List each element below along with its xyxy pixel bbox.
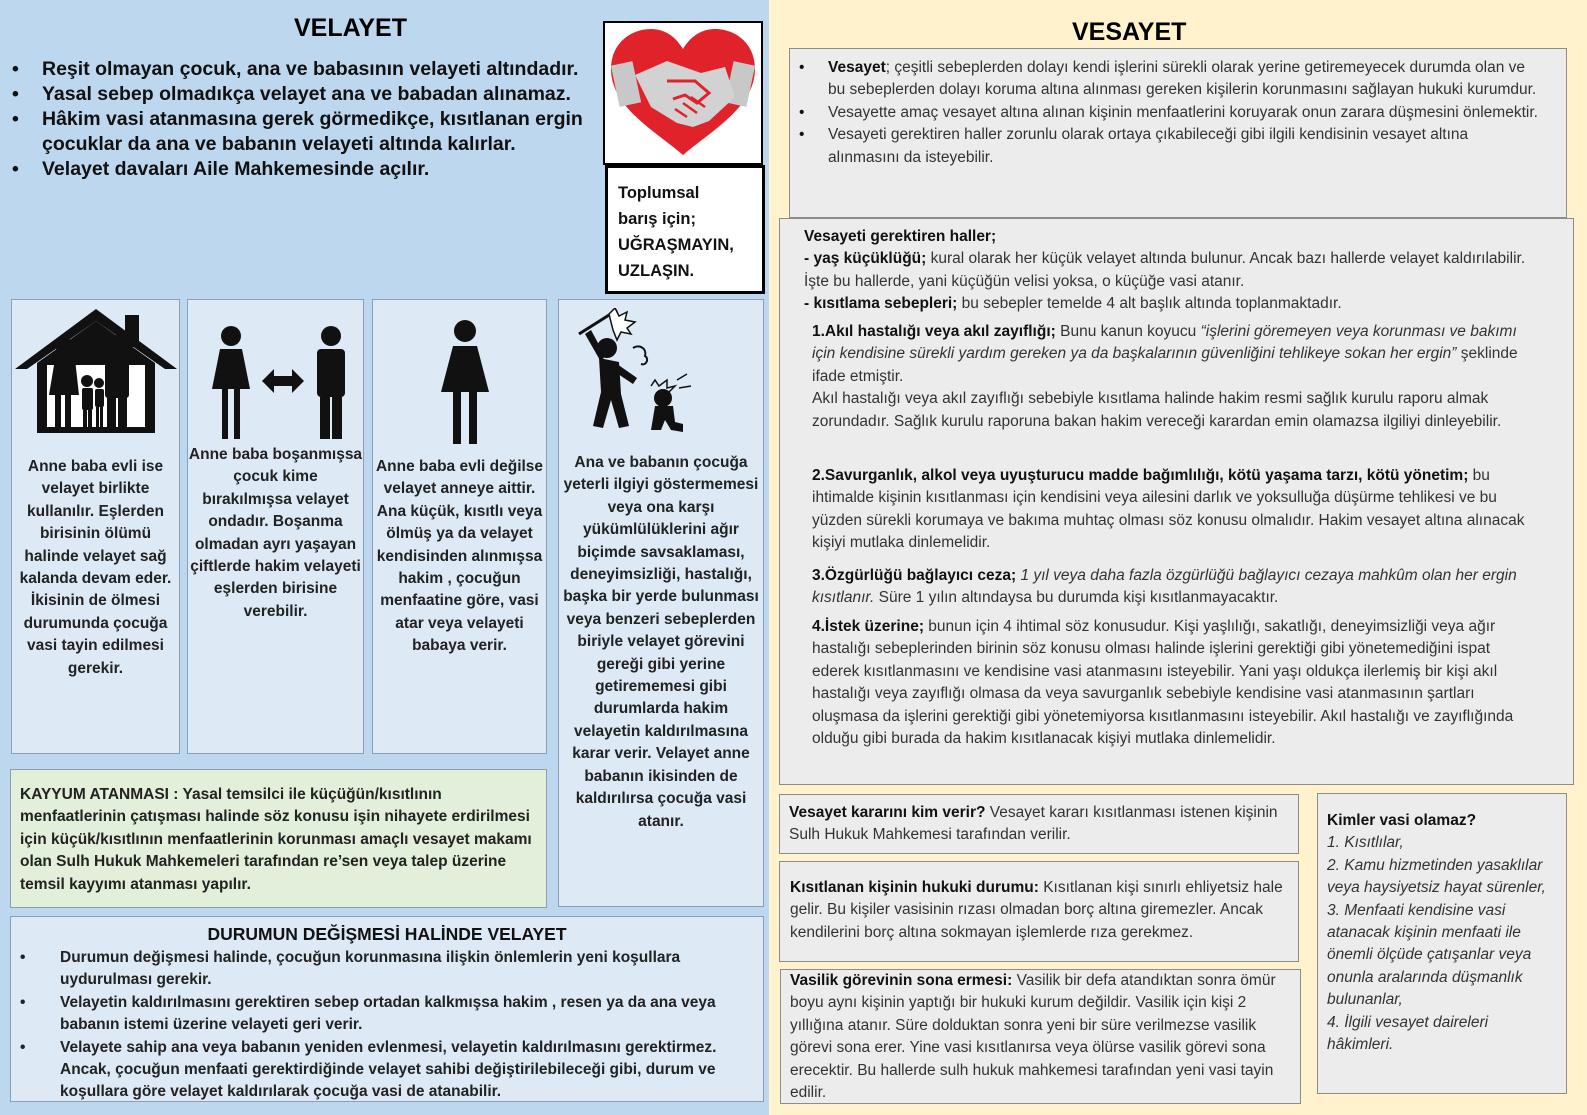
kayyum-label: KAYYUM ATANMASI : [20,786,179,803]
hukuki-text-wrap [790,877,1290,944]
slogan-line: UZLAŞIN. [618,262,695,280]
logo-box [603,21,763,165]
sona-text: Vasilik bir defa atandıktan sonra ömür boyu aynı kişinin yaptığı bir hukuki kurum değildir. Vasilik için kişi 2 yıllığına atanır. Süre dolduktan sonra yeni bir süre verilmezse vasilik görevi sona erer. Yine vasi kısıtlanırsa veya ölürse vasilik görevi sona erecektir. Bu hallerde sulh hukuk mahkemesi tarafından yeni vasi tayin edilir. [790,972,1276,1102]
hukuki-durum-box [779,861,1299,962]
mother-icon [435,320,495,451]
heart-handshake-icon [605,23,761,163]
vesayet-panel [769,0,1587,1115]
s3-italic: 1 yıl veya daha fazla özgürlüğü bağlayıcı cezaya mahkûm olan her ergin kısıtlanır. [812,567,1517,607]
family-house-icon [13,303,179,438]
list-item: • Reşit olmayan çocuk, ana ve babasının velayeti altındadır. [12,57,587,82]
s4-label: 4.İstek üzerine; [812,618,924,635]
separated-parents-icon [206,325,356,446]
list-item: 4. İlgili vesayet daireleri hâkimleri. [1327,1013,1489,1054]
sona-label: Vasilik görevinin sona ermesi: [790,972,1013,989]
yas-label: - yaş küçüklüğü; [804,250,927,268]
vesayet-haller-box [779,218,1574,785]
kayyum-text: Yasal temsilci ile küçüğün/kısıtlının menfaatlerinin çatışması halinde söz konusu işin nihayete erdirilmesi için küçük/kısıtlının menfaatlerinin korunması amaçlı vesayet makamı olan Sulh Hukuk Mahkemeleri tarafından re’sen veya talep üzerine temsil kayyımı atanması yapılır. [20,786,532,893]
velayet-panel [0,0,769,1115]
list-item [799,57,1539,102]
s1-detail: Akıl hastalığı veya akıl zayıflığı sebebiyle kısıtlama halinde hakim resmi sağlık kurulu raporu almak zorundadır. Sağlık kurulu raporuna bakan hakim vereceği karardan emin olamazsa ilgiliyi dinleyebilir. [812,390,1502,430]
info-card-divorced [187,299,364,754]
karar-label: Vesayet kararını kim verir? [789,804,986,821]
list-item [799,124,1539,169]
s2-text: bu ihtimalde kişinin kısıtlanması için kendisini veya ailesini darlık ve yoksulluğa düşürme tehlikesi ve bu yüzden sürekli korumaya ve bakıma muhtaç olması söz konusu olmalıdır. Hakim vesayet altına alınacak kişiyi mutlaka dinlemelidir. [812,467,1525,552]
karar-text-wrap [789,802,1289,847]
slogan-line: barış için; [618,210,696,228]
s1-text: şeklinde ifade etmiştir. [812,345,1518,385]
card-text: Anne baba evli değilse velayet anneye aittir. Ana küçük, kısıtlı veya ölmüş ya da velayet kendisinden alınmışsa hakim , çocuğun menfaatine göre, vasi atar veya velayeti babaya verir. [375,458,544,655]
info-card-married [11,299,180,754]
vesayet-intro-list [799,57,1539,169]
info-card-removal [558,299,764,907]
vesayet-term: Vesayet [828,59,886,76]
slogan-line: Toplumsal [618,184,700,202]
s1-label: 1.Akıl hastalığı veya akıl zayıflığı; [812,323,1056,340]
hukuki-text: Kısıtlanan kişi sınırlı ehliyetsiz hale gelir. Bu kişiler vasisinin rızası olmadan borç altına giremezler. Ancak kendilerini borç altına sokmayan işlemlerde rıza gerekmez. [790,879,1283,941]
list-item: • Velayetin kaldırılmasını gerektiren sebep ortadan kalkmışsa hakim , resen ya da ana veya babanın istemi üzerine velayeti geri verir. [20,992,760,1037]
kimler-vasi-olamaz-box [1317,793,1567,1094]
s1-quote: “işlerini göremeyen veya korunması ve bakımı için kendisine sürekli yardım gereken ya da başkalarının güvenliğini tehlikeye sokan her ergin” [812,323,1517,363]
kimler-heading [1327,810,1557,832]
list-item: 3. Menfaati kendisine vasi atanacak kişinin menfaati ile önemli ölçüde çatışanlar veya onunla aralarında düşmanlık bulunanlar, [1327,901,1532,1009]
section-4 [812,616,1527,750]
slogan-line: UĞRAŞMAYIN, [618,236,734,254]
vesayet-intro-box [789,48,1567,218]
kimler-heading-text: Kimler vasi olamaz? [1327,812,1477,829]
list-item: • Durumun değişmesi halinde, çocuğun korunmasına ilişkin önlemlerin yeni koşullara uydurulması gerekir. [20,947,760,992]
list-item-text: Vesayeti gerektiren haller zorunlu olarak ortaya çıkabileceği gibi ilgili kendisinin vesayet altına alınmasını da isteyebilir. [828,126,1469,166]
durum-title: DURUMUN DEĞİŞMESİ HALİNDE VELAYET [207,924,567,944]
sona-text-wrap [790,970,1293,1104]
list-item: • Velayete sahip ana veya babanın yeniden evlenmesi, velayetin kaldırılmasını gerektirmez. Ancak, çocuğun menfaati gerektirdiğinde velayet sahibi değiştirilebileceği gibi, durum ve koşullara göre velayet kaldırılarak çocuğa vasi de atanabilir. [20,1037,760,1104]
s3-label: 3.Özgürlüğü bağlayıcı ceza; [812,567,1017,584]
yas-text: kural olarak her küçük velayet altında bulunur. Ancak bazı hallerde velayet kaldırılabilir. İşte bu hallerde, yani küçüğün velisi yoksa, o küçüğe vasi atanır. [804,250,1526,290]
list-item-text: Vesayette amaç vesayet altına alınan kişinin menfaatlerini koruyarak onun zarara düşmesini önlemektir. [828,103,1538,121]
kisit-label: - kısıtlama sebepleri; [804,295,958,313]
info-card-unmarried [372,299,547,754]
velayet-title: VELAYET [294,14,408,42]
kayyum-box [10,769,547,908]
card-text: Anne baba evli ise velayet birlikte kullanılır. Eşlerden birisinin ölümü halinde velayet sağ kalanda devam eder. İkisinin de ölmesi durumunda çocuğa vasi tayin edilmesi gerekir. [19,458,172,677]
list-item: 2. Kamu hizmetinden yasaklılar veya haysiyetsiz hayat sürenler, [1327,856,1546,897]
haller-intro [804,226,1549,316]
list-item: 1. Kısıtlılar, [1327,834,1404,852]
haller-heading: Vesayeti gerektiren haller; [804,228,997,245]
durum-list [20,947,760,1104]
s4-text: bunun için 4 ihtimal söz konusudur. Kişi yaşlılığı, sakatlığı, deneyimsizliği veya ağır hastalığı sebeplerinden birinin söz konusu olması halinde işlerini gerektiği gibi yönetemediğini ispat ederek kısıtlanmasını ve kendisine vasi atanmasını isteyebilir. Yani yaşı oldukça ilerlemiş bir kişi akıl hastalığı veya zayıflığı olmasa da veya savurganlık sebebiyle kendisine vasi atanmasının şartları oluşmasa da işlerini gerektiği gibi yönetemiyorsa kısıtlanmasını isteyebilir. Akıl hastalığı ve zayıflığında olduğu gibi burada da hakim kısıtlanacak kişiyi mutlaka dinlemelidir. [812,618,1514,748]
vesayet-title: VESAYET [1072,18,1187,46]
karar-box [779,794,1299,854]
vasilik-sona-box [780,969,1301,1104]
velayet-main-bullets [12,57,587,182]
card-text: Ana ve babanın çocuğa yeterli ilgiyi göstermemesi veya ona karşı yükümlülüklerini ağır biçimde savsaklaması, deneyimsizliği, hastalığı, başka bir yerde bulunması veya benzeri sebeplerden biriyle velayet görevini gereği gibi yerine getirememesi gibi durumlarda hakim velayetin kaldırılmasına karar verir. Velayet anne babanın ikisinden de kaldırılırsa çocuğa vasi atanır. [563,454,759,830]
card-text: Anne baba boşanmışsa çocuk kime bırakılmışsa velayet ondadır. Boşanma olmadan ayrı yaşayan çiftlerde hakim velayeti eşlerden birisine verebilir. [188,446,363,620]
kisit-text: bu sebepler temelde 4 alt başlık altında toplanmaktadır. [957,295,1342,313]
kimler-list [1327,832,1557,1056]
karar-text: Vesayet kararı kısıtlanması istenen kişinin Sulh Hukuk Mahkemesi tarafından verilir. [789,804,1278,844]
hukuki-label: Kısıtlanan kişinin hukuki durumu: [790,879,1039,896]
list-item: • Yasal sebep olmadıkça velayet ana ve babadan alınamaz. [12,82,587,107]
s1-text: Bunu kanun koyucu [1055,323,1201,340]
list-item-text: ; çeşitli sebeplerden dolayı kendi işlerini sürekli olarak yerine getiremeyecek durumda olan ve bu sebeplerden dolayı koruma altına alınması gereken kişilerin korunmasını sağlayan hukuki kurumdur. [828,59,1537,99]
list-item: • Velayet davaları Aile Mahkemesinde açılır. [12,157,587,182]
kimler-content [1327,810,1557,1056]
slogan-box [605,165,765,294]
list-item [799,102,1539,124]
s2-label: 2.Savurganlık, alkol veya uyuşturucu madde bağımlılığı, kötü yaşama tarzı, kötü yönetim; [812,467,1469,484]
section-1 [812,321,1527,433]
section-3 [812,565,1527,610]
s3-text: Süre 1 yılın altındaysa bu durumda kişi kısıtlanmayacaktır. [874,589,1279,607]
durum-box [10,916,764,1102]
section-2 [812,465,1527,555]
list-item: • Hâkim vasi atanmasına gerek görmedikçe, kısıtlanan ergin çocuklar da ana ve babanın velayeti altında kalırlar. [12,107,587,157]
child-abuse-icon [575,308,705,443]
